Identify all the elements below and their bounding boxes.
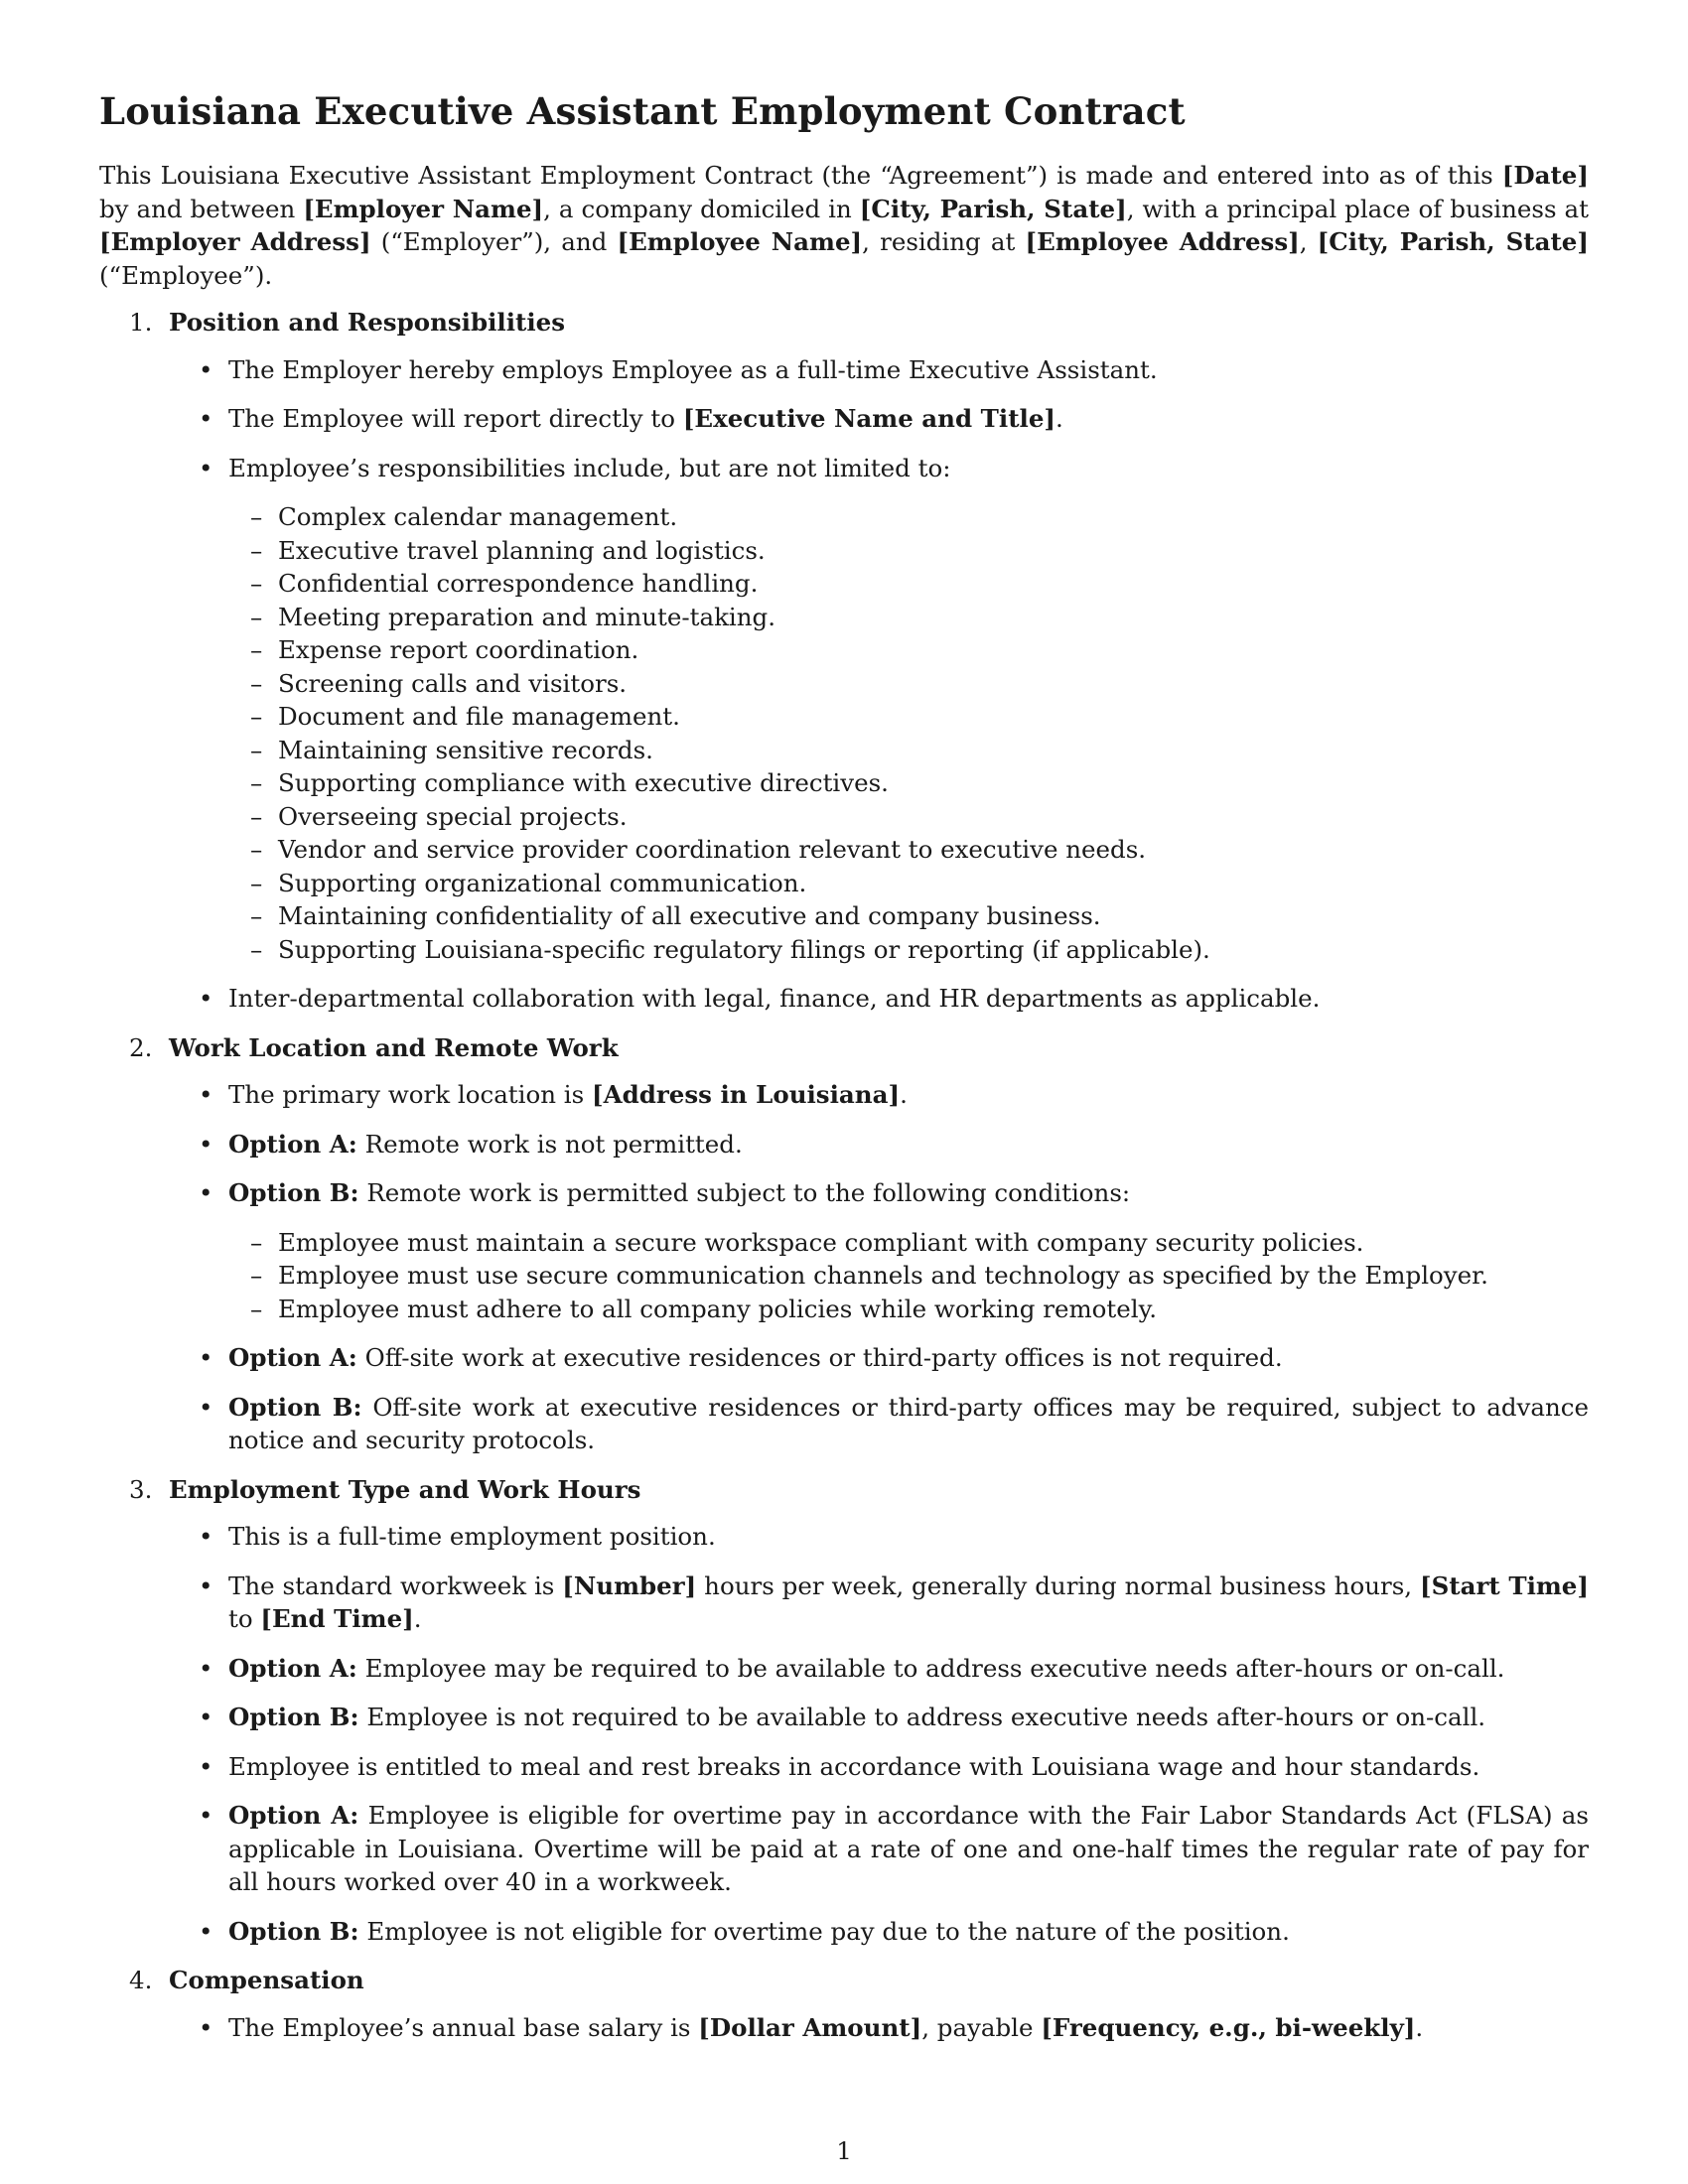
sub-item: – Complex calendar management.: [228, 500, 1589, 534]
sub-item: – Expense report coordination.: [228, 633, 1589, 667]
section-number: 2.: [129, 1032, 153, 1062]
bold-placeholder: [Dollar Amount]: [698, 2012, 922, 2042]
text-run: This Louisiana Executive Assistant Employment Contract (the “Agreement”) is made and entered into as of this: [99, 161, 1502, 190]
text-run: The standard workweek is: [228, 1570, 563, 1600]
bold-placeholder: [City, Parish, State]: [1317, 227, 1589, 256]
bullet-item: [169, 1176, 1589, 1325]
sub-item: – Maintaining confidentiality of all executive and company business.: [228, 899, 1589, 933]
sub-item: – Document and file management.: [228, 700, 1589, 734]
text-run: The Employee will report directly to: [228, 404, 683, 433]
text-run: ,: [1299, 227, 1318, 256]
section-item: [99, 1964, 1589, 2044]
sub-item: – Supporting organizational communication.: [228, 867, 1589, 900]
bullet-list: [169, 1078, 1589, 1457]
bullet-item: [169, 353, 1589, 387]
sub-item: – Vendor and service provider coordination relevant to executive needs.: [228, 833, 1589, 867]
sub-item: – Executive travel planning and logistics.: [228, 534, 1589, 568]
text-run: .: [413, 1604, 422, 1633]
bullet-item: [169, 1701, 1589, 1734]
bullet-list: [169, 1520, 1589, 1948]
text-run: The Employer hereby employs Employee as a full-time Executive Assistant.: [228, 354, 1158, 384]
document-title: Louisiana Executive Assistant Employment Contract: [99, 89, 1186, 133]
bold-placeholder: Option A:: [228, 1653, 357, 1683]
bold-placeholder: [Employee Name]: [617, 227, 863, 256]
bold-placeholder: [Frequency, e.g., bi-weekly]: [1041, 2012, 1416, 2042]
bullet-item: [169, 1570, 1589, 1636]
bullet-item: [169, 1391, 1589, 1457]
text-run: by and between: [99, 194, 304, 223]
bullet-item: [169, 402, 1589, 436]
sub-item: – Employee must adhere to all company policies while working remotely.: [228, 1293, 1589, 1326]
bold-placeholder: Option A:: [228, 1801, 359, 1830]
bold-placeholder: [Employer Name]: [303, 194, 544, 223]
section-list: [99, 306, 1589, 2044]
bullet-item: [169, 2011, 1589, 2045]
section-number: 4.: [129, 1966, 153, 1994]
bold-placeholder: Option B:: [228, 1916, 359, 1946]
section-item: [99, 1473, 1589, 1949]
sub-list: [228, 500, 1589, 966]
page-number: 1: [836, 2136, 852, 2165]
bold-placeholder: [Employee Address]: [1025, 227, 1300, 256]
text-run: The Employee’s annual base salary is: [228, 2012, 699, 2042]
bold-placeholder: [Address in Louisiana]: [592, 1080, 901, 1109]
section-item: [99, 306, 1589, 1016]
text-run: The primary work location is: [228, 1080, 592, 1109]
section-title: Work Location and Remote Work: [169, 1032, 619, 1062]
bullet-item: [169, 1750, 1589, 1784]
intro-paragraph: [99, 159, 1589, 292]
bold-placeholder: [Executive Name and Title]: [682, 404, 1055, 433]
text-run: (“Employer”), and: [370, 227, 618, 256]
sub-item: – Maintaining sensitive records.: [228, 734, 1589, 767]
text-run: Employee is eligible for overtime pay in accordance with the Fair Labor Standards Act (FLSA) as applicable in Louisiana. Overtime will be paid at a rate of one and one-half times the regular rate of pay for all hours worked over 40 in a workweek.: [228, 1801, 1589, 1896]
bold-placeholder: [Employer Address]: [99, 227, 371, 256]
bold-placeholder: [Date]: [1501, 161, 1589, 190]
text-run: Employee is not required to be available to address executive needs after-hours or on-call.: [358, 1703, 1486, 1731]
bold-placeholder: Option A:: [228, 1343, 357, 1372]
section-number: 3.: [129, 1474, 153, 1504]
text-run: Inter-departmental collaboration with legal, finance, and HR departments as applicable.: [228, 984, 1321, 1013]
bullet-list: [169, 2011, 1589, 2045]
section-number: 1.: [129, 308, 153, 337]
text-run: Employee is entitled to meal and rest breaks in accordance with Louisiana wage and hour standards.: [228, 1751, 1480, 1781]
text-run: Remote work is not permitted.: [356, 1129, 743, 1159]
bold-placeholder: Option B:: [228, 1703, 359, 1731]
text-run: .: [1415, 2012, 1424, 2042]
bold-placeholder: [End Time]: [260, 1604, 414, 1633]
text-run: Employee is not eligible for overtime pay due to the nature of the position.: [358, 1916, 1290, 1946]
section-title: Position and Responsibilities: [169, 308, 566, 337]
text-run: to: [228, 1604, 261, 1633]
bullet-item: [169, 1078, 1589, 1112]
sub-item: – Employee must use secure communication channels and technology as specified by the Employer.: [228, 1259, 1589, 1293]
bullet-item: [169, 1128, 1589, 1161]
text-run: This is a full-time employment position.: [228, 1522, 716, 1551]
bold-placeholder: Option B:: [228, 1392, 362, 1422]
bold-placeholder: Option A:: [228, 1129, 357, 1159]
text-run: , a company domiciled in: [543, 194, 860, 223]
bold-placeholder: [City, Parish, State]: [859, 194, 1127, 223]
bullet-item: [169, 982, 1589, 1016]
bold-placeholder: Option B:: [228, 1178, 359, 1207]
text-run: Employee’s responsibilities include, but are not limited to:: [228, 453, 951, 482]
bullet-item: [169, 452, 1589, 967]
sub-item: – Supporting Louisiana-specific regulatory filings or reporting (if applicable).: [228, 933, 1589, 967]
text-run: Employee may be required to be available to address executive needs after-hours or on-call.: [356, 1653, 1505, 1683]
bullet-item: [169, 1799, 1589, 1899]
sub-list: [228, 1226, 1589, 1326]
text-run: , residing at: [862, 227, 1026, 256]
section-title: Employment Type and Work Hours: [169, 1474, 641, 1504]
text-run: .: [1055, 404, 1063, 433]
bullet-item: [169, 1341, 1589, 1375]
document-page: [99, 89, 1589, 2060]
section-item: [99, 1031, 1589, 1457]
sub-item: – Screening calls and visitors.: [228, 667, 1589, 701]
bold-placeholder: [Number]: [562, 1570, 697, 1600]
sub-item: – Supporting compliance with executive directives.: [228, 766, 1589, 800]
bullet-item: [169, 1915, 1589, 1949]
text-run: Off-site work at executive residences or third-party offices is not required.: [356, 1343, 1283, 1372]
bold-placeholder: [Start Time]: [1419, 1570, 1589, 1600]
text-run: .: [900, 1080, 908, 1109]
sub-item: – Employee must maintain a secure workspace compliant with company security policies.: [228, 1226, 1589, 1260]
sub-item: – Meeting preparation and minute-taking.: [228, 601, 1589, 634]
text-run: , with a principal place of business at: [1126, 194, 1590, 223]
sub-item: – Confidential correspondence handling.: [228, 567, 1589, 601]
bullet-item: [169, 1652, 1589, 1686]
sub-item: – Overseeing special projects.: [228, 800, 1589, 834]
text-run: Remote work is permitted subject to the following conditions:: [358, 1178, 1131, 1207]
bullet-list: [169, 353, 1589, 1016]
text-run: Off-site work at executive residences or third-party offices may be required, subject to advance notice and security protocols.: [228, 1392, 1589, 1454]
section-title: Compensation: [169, 1966, 364, 1994]
text-run: , payable: [921, 2012, 1042, 2042]
text-run: hours per week, generally during normal business hours,: [696, 1570, 1420, 1600]
text-run: (“Employee”).: [99, 260, 273, 290]
bullet-item: [169, 1520, 1589, 1554]
